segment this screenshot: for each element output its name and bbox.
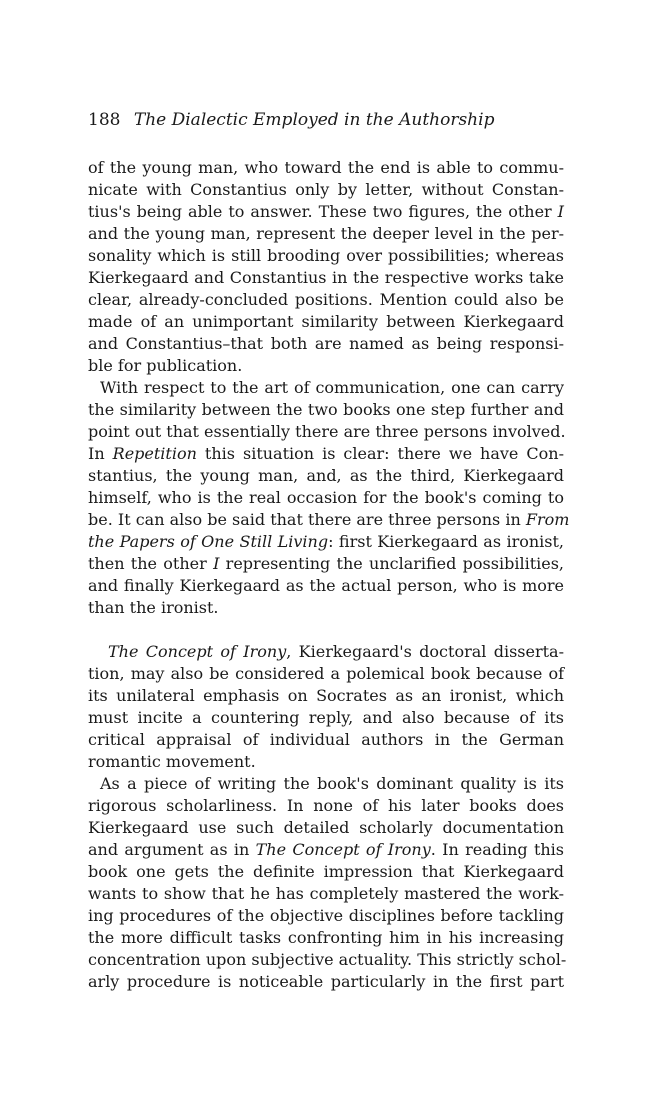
running-head	[88, 108, 564, 132]
text-line: and finally Kierkegaard as the actual person, who is more	[88, 576, 564, 595]
text-line: then the other I representing the unclarified possibilities,	[88, 554, 564, 573]
text-line: its unilateral emphasis on Socrates as an ironist, which	[88, 686, 564, 705]
text-line: the similarity between the two books one step further and	[88, 400, 564, 419]
text-line: rigorous scholarliness. In none of his later books does	[88, 796, 564, 815]
text-line: book one gets the definite impression that Kierkegaard	[88, 862, 564, 881]
text-line: must incite a countering reply, and also because of its	[88, 708, 564, 727]
book-page	[88, 108, 570, 994]
text-line: than the ironist.	[88, 598, 219, 617]
paragraph-4	[88, 774, 567, 994]
text-line: the Papers of One Still Living: first Kierkegaard as ironist,	[88, 532, 565, 551]
text-line: and the young man, represent the deeper level in the per-	[88, 224, 564, 243]
text-line: Kierkegaard and Constantius in the respective works take	[88, 268, 564, 287]
text-line: point out that essentially there are three persons involved.	[88, 422, 566, 441]
text-line: As a piece of writing the book's dominant quality is its	[100, 774, 564, 793]
page-number: 188	[88, 110, 121, 130]
text-line: clear, already-concluded positions. Mention could also be	[88, 290, 564, 309]
text-line: The Concept of Irony, Kierkegaard's doctoral disserta-	[108, 642, 565, 661]
text-line: concentration upon subjective actuality. This strictly schol-	[88, 950, 567, 969]
text-line: be. It can also be said that there are three persons in From	[88, 510, 570, 529]
text-line: sonality which is still brooding over possibilities; whereas	[88, 246, 564, 265]
text-line: the more difficult tasks confronting him in his increasing	[88, 928, 564, 947]
paragraph-1	[88, 158, 564, 378]
text-line: wants to show that he has completely mastered the work-	[88, 884, 564, 903]
running-title: The Dialectic Employed in the Authorship	[133, 110, 495, 130]
text-line: tius's being able to answer. These two figures, the other I	[88, 202, 564, 221]
text-line: nicate with Constantius only by letter, without Constan-	[88, 180, 564, 199]
text-line: romantic movement.	[88, 752, 256, 771]
text-line: ble for publication.	[88, 356, 243, 375]
text-line: With respect to the art of communication, one can carry	[100, 378, 564, 397]
body-text	[88, 158, 570, 994]
text-line: stantius, the young man, and, as the third, Kierkegaard	[88, 466, 564, 485]
text-line: tion, may also be considered a polemical book because of	[88, 664, 564, 683]
paragraph-2	[88, 378, 570, 620]
text-line: critical appraisal of individual authors in the German	[88, 730, 564, 749]
paragraph-3	[88, 642, 564, 774]
text-line: ing procedures of the objective disciplines before tackling	[88, 906, 564, 925]
section-break	[88, 620, 564, 642]
text-line: and argument as in The Concept of Irony. In reading this	[88, 840, 565, 859]
text-line: arly procedure is noticeable particularly in the first part	[88, 972, 564, 991]
text-line: himself, who is the real occasion for the book's coming to	[88, 488, 564, 507]
text-line: In Repetition this situation is clear: there we have Con-	[88, 444, 564, 463]
text-line: of the young man, who toward the end is able to commu-	[88, 158, 564, 177]
text-line: and Constantius–that both are named as being responsi-	[88, 334, 564, 353]
text-line: Kierkegaard use such detailed scholarly documentation	[88, 818, 564, 837]
text-line: made of an unimportant similarity between Kierkegaard	[88, 312, 564, 331]
